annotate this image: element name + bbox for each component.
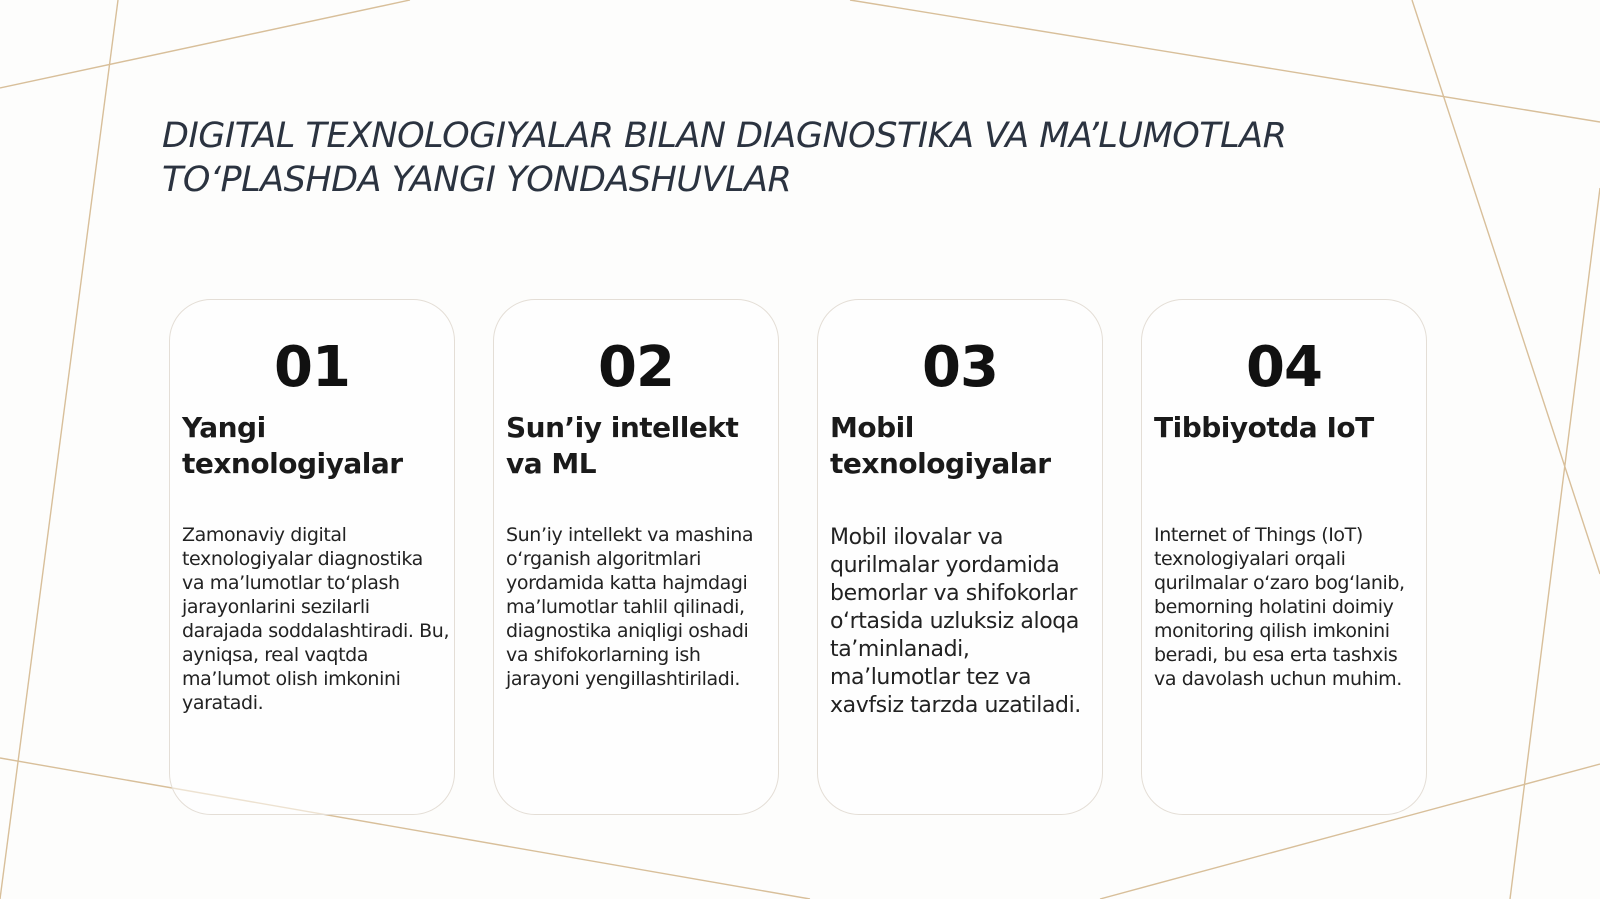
card-heading: Yangi texnologiyalar: [182, 411, 403, 480]
slide-title-line-1: DIGITAL TEXNOLOGIYALAR BILAN DIAGNOSTIKA VA MA’LUMOTLAR: [162, 116, 1287, 156]
card-yangi-texnologiyalar: [169, 299, 455, 815]
card-heading: Tibbiyotda IoT: [1154, 411, 1374, 444]
card-description: Zamonaviy digital texnologiyalar diagnostika va ma’lumotlar to‘plash jarayonlarini sezilarli darajada soddalashtiradi. Bu, ayniqsa, real vaqtda ma’lumot olish imkonini yaratadi.: [182, 524, 450, 714]
card-description: Mobil ilovalar va qurilmalar yordamida bemorlar va shifokorlar o‘rtasida uzluksiz aloqa ta’minlanadi, ma’lumotlar tez va xavfsiz tarzda uzatiladi.: [830, 525, 1081, 718]
card-number: 01: [274, 335, 350, 400]
slide-title: [162, 114, 1412, 202]
card-mobil-texnologiyalar: [817, 299, 1103, 815]
slide-title-line-2: TO‘PLASHDA YANGI YONDASHUVLAR: [162, 160, 792, 200]
card-description: Sun’iy intellekt va mashina o‘rganish algoritmlari yordamida katta hajmdagi ma’lumotlar tahlil qilinadi, diagnostika aniqligi oshadi va shifokorlarning ish jarayoni yengillashtiriladi.: [506, 524, 754, 690]
card-number: 03: [922, 335, 998, 400]
card-suniy-intellekt: [493, 299, 779, 815]
card-description: Internet of Things (IoT) texnologiyalari orqali qurilmalar o‘zaro bog‘lanib, bemorning holatini doimiy monitoring qilish imkonini beradi, bu esa erta tashxis va davolash uchun muhim.: [1154, 524, 1405, 690]
card-number: 02: [598, 335, 674, 400]
card-number: 04: [1246, 335, 1322, 400]
card-tibbiyotda-iot: [1141, 299, 1427, 815]
card-heading: Sun’iy intellekt va ML: [506, 411, 739, 480]
card-heading: Mobil texnologiyalar: [830, 411, 1051, 480]
